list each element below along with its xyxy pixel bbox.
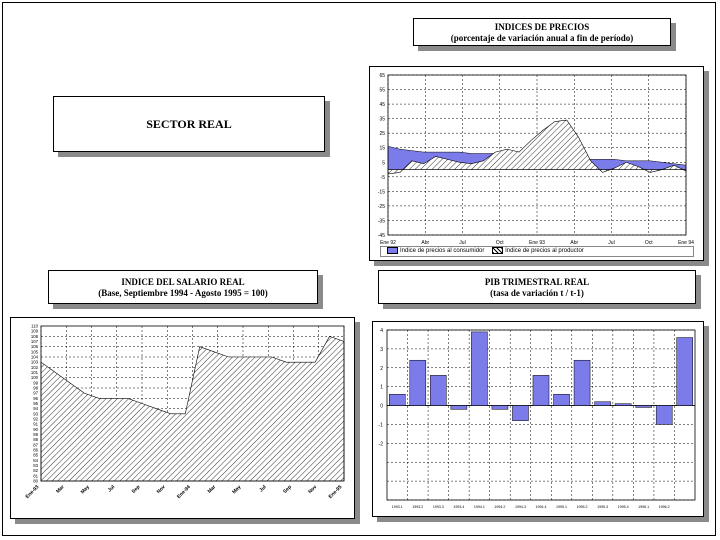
precios-x-tick-label: Jul: [459, 240, 466, 246]
precios-y-tick-label: 5: [382, 160, 385, 167]
precios-y-tick-label: 35: [379, 116, 385, 123]
salario-y-tick-label: 106: [30, 344, 38, 350]
precios-y-tick-label: 15: [379, 145, 385, 152]
precios-y-tick-label: 65: [379, 73, 385, 79]
salario-y-tick-label: 97: [33, 390, 38, 396]
pib-x-tick-label: 1995.1: [556, 505, 568, 509]
salario-y-tick-label: 80: [33, 478, 38, 484]
pib-x-tick-label: 1995.4: [617, 505, 629, 509]
salario-y-tick-label: 105: [30, 349, 38, 355]
pib-bar: [451, 406, 467, 410]
pib-bar: [471, 332, 487, 406]
pib-x-tick-label: 1993.3: [432, 505, 444, 509]
salario-x-tick-label: Nov: [155, 484, 167, 496]
salario-y-tick-label: 107: [30, 339, 38, 344]
pib-y-tick-label: -1: [378, 422, 383, 429]
pib-bar: [615, 404, 631, 406]
pib-bar: [492, 406, 508, 410]
precios-title: INDICES DE PRECIOS: [494, 22, 590, 32]
pib-bar: [430, 375, 446, 405]
pib-title-box: [378, 270, 696, 304]
precios-x-tick-label: Ene 92: [380, 240, 396, 246]
pib-bar: [512, 406, 528, 421]
pib-bar: [533, 375, 549, 405]
salario-chart: [11, 318, 354, 518]
salario-y-tick-label: 95: [33, 401, 38, 406]
pib-bar: [389, 394, 405, 405]
precios-title-box: [413, 18, 671, 46]
legend-swatch-consumer: [387, 247, 398, 254]
salario-y-tick-label: 83: [33, 463, 38, 468]
precios-y-tick-label: -15: [377, 189, 385, 196]
pib-bar: [554, 394, 570, 405]
pib-y-tick-label: 2: [380, 365, 383, 372]
salario-plot: [25, 324, 344, 501]
precios-x-tick-label: Abr: [421, 240, 430, 246]
pib-x-tick-label: 1994.4: [535, 505, 547, 509]
precios-chart: [370, 67, 703, 260]
pib-bar: [656, 406, 672, 425]
precios-y-tick-label: -25: [377, 203, 385, 210]
salario-y-tick-label: 87: [33, 442, 38, 448]
salario-x-tick-label: Mar: [206, 484, 218, 495]
salario-y-tick-label: 85: [33, 452, 38, 458]
pib-bar: [677, 338, 693, 406]
pib-subtitle: (tasa de variación t / t-1): [490, 288, 584, 298]
salario-y-tick-label: 109: [30, 328, 38, 334]
salario-y-tick-label: 92: [33, 416, 38, 422]
salario-y-tick-label: 101: [30, 370, 38, 375]
salario-y-tick-label: 93: [33, 411, 38, 417]
precios-subtitle: (porcentaje de variación anual a fin de período): [450, 33, 634, 43]
salario-title: INDICE DEL SALARIO REAL: [121, 277, 245, 287]
salario-x-tick-label: Ene-94: [176, 484, 192, 501]
salario-x-tick-label: Ene-93: [24, 484, 41, 501]
salario-y-tick-label: 94: [33, 406, 38, 412]
pib-y-tick-label: 1: [380, 384, 383, 391]
salario-y-tick-label: 89: [33, 432, 38, 437]
pib-x-tick-label: 1994.1: [473, 505, 485, 509]
salario-y-tick-label: 100: [30, 375, 38, 381]
salario-y-tick-label: 103: [30, 359, 38, 365]
salario-title-box: [48, 270, 318, 304]
salario-x-tick-label: Ene-95: [327, 484, 344, 501]
salario-y-tick-label: 108: [30, 333, 38, 339]
pib-x-tick-label: 1994.2: [494, 505, 506, 509]
pib-x-tick-label: 1994.3: [514, 505, 526, 509]
precios-y-tick-label: 45: [379, 102, 385, 109]
pib-chart: [373, 322, 703, 516]
pib-x-tick-label: 1995.3: [597, 505, 609, 509]
legend-swatch-producer: [492, 247, 503, 254]
pib-y-tick-label: 4: [380, 328, 383, 334]
salario-y-tick-label: 110: [31, 323, 38, 329]
salario-y-tick-label: 86: [33, 447, 38, 453]
salario-chart-panel: [10, 317, 355, 519]
pib-x-tick-label: 1996.2: [658, 505, 670, 509]
legend-label-producer: Indice de precios al productor: [505, 248, 584, 255]
pib-bar: [595, 402, 611, 406]
salario-y-tick-label: 98: [33, 385, 38, 391]
precios-y-tick-label: -45: [377, 233, 385, 239]
salario-y-tick-label: 102: [30, 364, 38, 370]
pib-y-tick-label: 0: [380, 403, 383, 410]
precios-y-tick-label: 25: [379, 131, 385, 138]
salario-y-tick-label: 90: [33, 426, 38, 432]
pib-bar: [410, 360, 426, 405]
pib-chart-panel: [372, 321, 704, 517]
precios-y-tick-label: -35: [377, 218, 385, 225]
salario-y-tick-label: 84: [33, 457, 38, 463]
pib-title: PIB TRIMESTRAL REAL: [484, 277, 590, 287]
salario-y-tick-label: 96: [33, 395, 38, 401]
salario-y-tick-label: 81: [33, 473, 38, 479]
salario-y-tick-label: 82: [33, 468, 38, 474]
pib-bar: [574, 360, 590, 405]
pib-y-tick-label: 3: [380, 346, 383, 353]
pib-x-tick-label: 1993.2: [412, 505, 424, 509]
salario-y-tick-label: 104: [30, 354, 38, 360]
pib-plot-border: [387, 330, 695, 500]
salario-x-tick-label: May: [231, 484, 243, 496]
salario-y-tick-label: 99: [33, 380, 38, 386]
precios-legend: [380, 246, 694, 257]
precios-x-tick-label: Oct: [644, 240, 653, 246]
sector-title: SECTOR REAL: [146, 117, 232, 131]
precios-x-tick-label: Oct: [495, 240, 504, 246]
salario-x-tick-label: Jul: [106, 484, 117, 494]
precios-x-tick-label: Jul: [608, 240, 615, 246]
salario-x-tick-label: May: [79, 484, 91, 496]
salario-x-tick-label: Sep: [282, 484, 293, 495]
salario-x-tick-label: Nov: [307, 484, 319, 496]
pib-x-tick-label: 1995.2: [576, 505, 588, 509]
precios-plot: [378, 73, 694, 246]
pib-y-tick-label: -2: [378, 441, 383, 448]
legend-label-consumer: Indice de precios al consumidor: [400, 248, 485, 255]
salario-x-tick-label: Mar: [55, 484, 66, 495]
precios-y-tick-label: 55: [379, 87, 385, 94]
precios-y-tick-label: -5: [380, 174, 385, 181]
salario-x-tick-label: Jul: [258, 484, 268, 494]
salario-y-tick-label: 91: [33, 421, 38, 427]
precios-x-tick-label: Abr: [570, 240, 579, 246]
precios-chart-panel: [369, 66, 704, 261]
pib-bar: [636, 406, 652, 408]
salario-subtitle: (Base, Septiembre 1994 - Agosto 1995 = 100): [98, 288, 268, 298]
precios-x-tick-label: Ene 94: [678, 240, 694, 246]
pib-x-tick-label: 1996.1: [638, 505, 650, 509]
precios-x-tick-label: Ene 93: [529, 240, 545, 246]
pib-x-tick-label: 1993.1: [391, 505, 403, 509]
salario-y-tick-label: 88: [33, 437, 38, 443]
sector-title-box: [53, 96, 325, 152]
pib-plot: [379, 328, 695, 509]
pib-x-tick-label: 1993.4: [453, 505, 465, 509]
salario-x-tick-label: Sep: [130, 484, 142, 495]
